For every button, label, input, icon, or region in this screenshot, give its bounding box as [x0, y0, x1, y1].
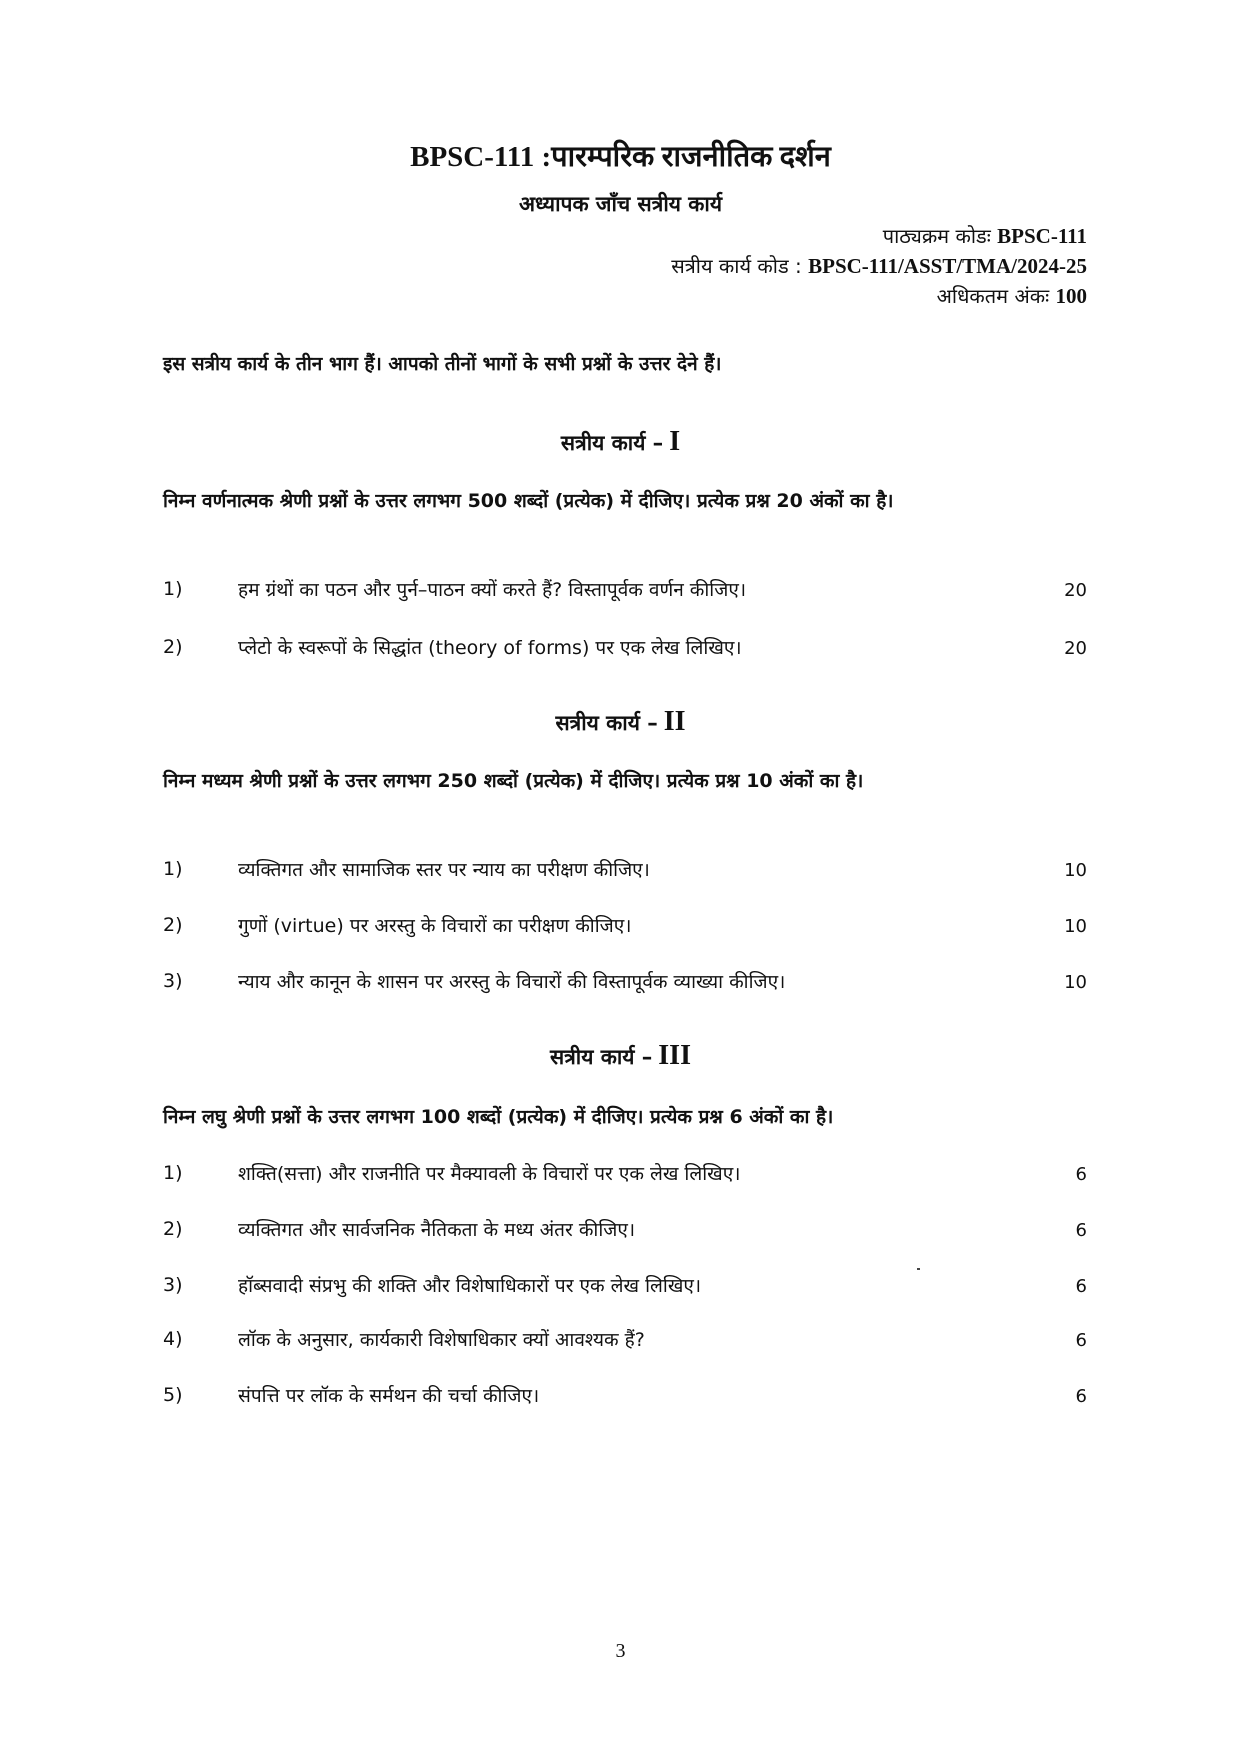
question-number: 3): [163, 970, 183, 992]
page-subtitle: अध्यापक जाँच सत्रीय कार्य: [518, 192, 723, 216]
question-marks: 20: [1064, 580, 1087, 601]
page-title: BPSC-111 :पारम्परिक राजनीतिक दर्शन: [410, 141, 831, 173]
question-marks: 10: [1064, 916, 1087, 937]
question-text: हॉब्सवादी संप्रभु की शक्ति और विशेषाधिकारों पर एक लेख लिखिए।: [238, 1275, 702, 1297]
question-marks: 6: [1075, 1276, 1087, 1297]
course-code-value: BPSC-111: [997, 224, 1087, 248]
question-number: 4): [163, 1328, 183, 1350]
general-instruction: इस सत्रीय कार्य के तीन भाग हैं। आपको तीनों भागों के सभी प्रश्नों के उत्तर देने हैं।: [163, 353, 722, 375]
question-marks: 6: [1075, 1330, 1087, 1351]
question-text: न्याय और कानून के शासन पर अरस्तु के विचारों की विस्तापूर्वक व्याख्या कीजिए।: [238, 971, 786, 993]
question-text: लॉक के अनुसार, कार्यकारी विशेषाधिकार क्यों आवश्यक हैं?: [238, 1329, 645, 1351]
max-marks-value: 100: [1055, 284, 1087, 308]
question-marks: 6: [1075, 1386, 1087, 1407]
course-code-label: पाठ्यक्रम कोडः: [882, 224, 991, 248]
question-marks: 6: [1075, 1164, 1087, 1185]
assignment-code-label: सत्रीय कार्य कोड :: [671, 254, 802, 278]
section-heading-1: [0, 426, 1241, 458]
stray-mark: [917, 1268, 920, 1270]
question-number: 2): [163, 914, 183, 936]
section-heading-label: सत्रीय कार्य –: [555, 711, 658, 735]
question-text: हम ग्रंथों का पठन और पुर्न–पाठन क्यों करते हैं? विस्तापूर्वक वर्णन कीजिए।: [238, 579, 747, 601]
page-number: 3: [615, 1640, 626, 1662]
section-heading-label: सत्रीय कार्य –: [560, 431, 664, 455]
section-roman-numeral: III: [658, 1040, 691, 1071]
question-number: 3): [163, 1274, 183, 1296]
section-roman-numeral: I: [669, 426, 681, 457]
section-roman-numeral: II: [663, 706, 686, 737]
course-code-line: [883, 222, 1087, 249]
question-number: 1): [163, 578, 183, 600]
question-number: 2): [163, 1218, 183, 1240]
question-marks: 10: [1064, 860, 1087, 881]
max-marks-label: अधिकतम अंकः: [936, 284, 1050, 308]
question-text: व्यक्तिगत और सार्वजनिक नैतिकता के मध्य अंतर कीजिए।: [238, 1219, 636, 1241]
max-marks-line: [937, 282, 1087, 309]
question-number: 1): [163, 858, 183, 880]
section-heading-label: सत्रीय कार्य –: [550, 1045, 653, 1069]
question-text: संपत्ति पर लॉक के सर्मथन की चर्चा कीजिए।: [238, 1385, 540, 1407]
question-text: गुणों (virtue) पर अरस्तु के विचारों का परीक्षण कीजिए।: [238, 915, 632, 937]
section-instruction-1: निम्न वर्णनात्मक श्रेणी प्रश्नों के उत्तर लगभग 500 शब्दों (प्रत्येक) में दीजिए। प्रत्येक प्रश्न 20 अंकों का है।: [163, 490, 894, 512]
section-heading-2: [0, 706, 1241, 738]
assignment-code-value: BPSC-111/ASST/TMA/2024-25: [808, 254, 1087, 278]
question-marks: 6: [1075, 1220, 1087, 1241]
question-number: 2): [163, 636, 183, 658]
question-number: 5): [163, 1384, 183, 1406]
section-instruction-3: निम्न लघु श्रेणी प्रश्नों के उत्तर लगभग 100 शब्दों (प्रत्येक) में दीजिए। प्रत्येक प्रश्न 6 अंकों का है।: [163, 1106, 834, 1128]
question-number: 1): [163, 1162, 183, 1184]
question-text: व्यक्तिगत और सामाजिक स्तर पर न्याय का परीक्षण कीजिए।: [238, 859, 650, 881]
question-text: प्लेटो के स्वरूपों के सिद्धांत (theory of forms) पर एक लेख लिखिए।: [238, 637, 742, 659]
section-heading-3: [0, 1040, 1241, 1072]
question-marks: 20: [1064, 638, 1087, 659]
question-text: शक्ति(सत्ता) और राजनीति पर मैक्यावली के विचारों पर एक लेख लिखिए।: [238, 1163, 741, 1185]
question-marks: 10: [1064, 972, 1087, 993]
assignment-code-line: [671, 252, 1087, 279]
section-instruction-2: निम्न मध्यम श्रेणी प्रश्नों के उत्तर लगभग 250 शब्दों (प्रत्येक) में दीजिए। प्रत्येक प्रश्न 10 अंकों का है।: [163, 770, 864, 792]
